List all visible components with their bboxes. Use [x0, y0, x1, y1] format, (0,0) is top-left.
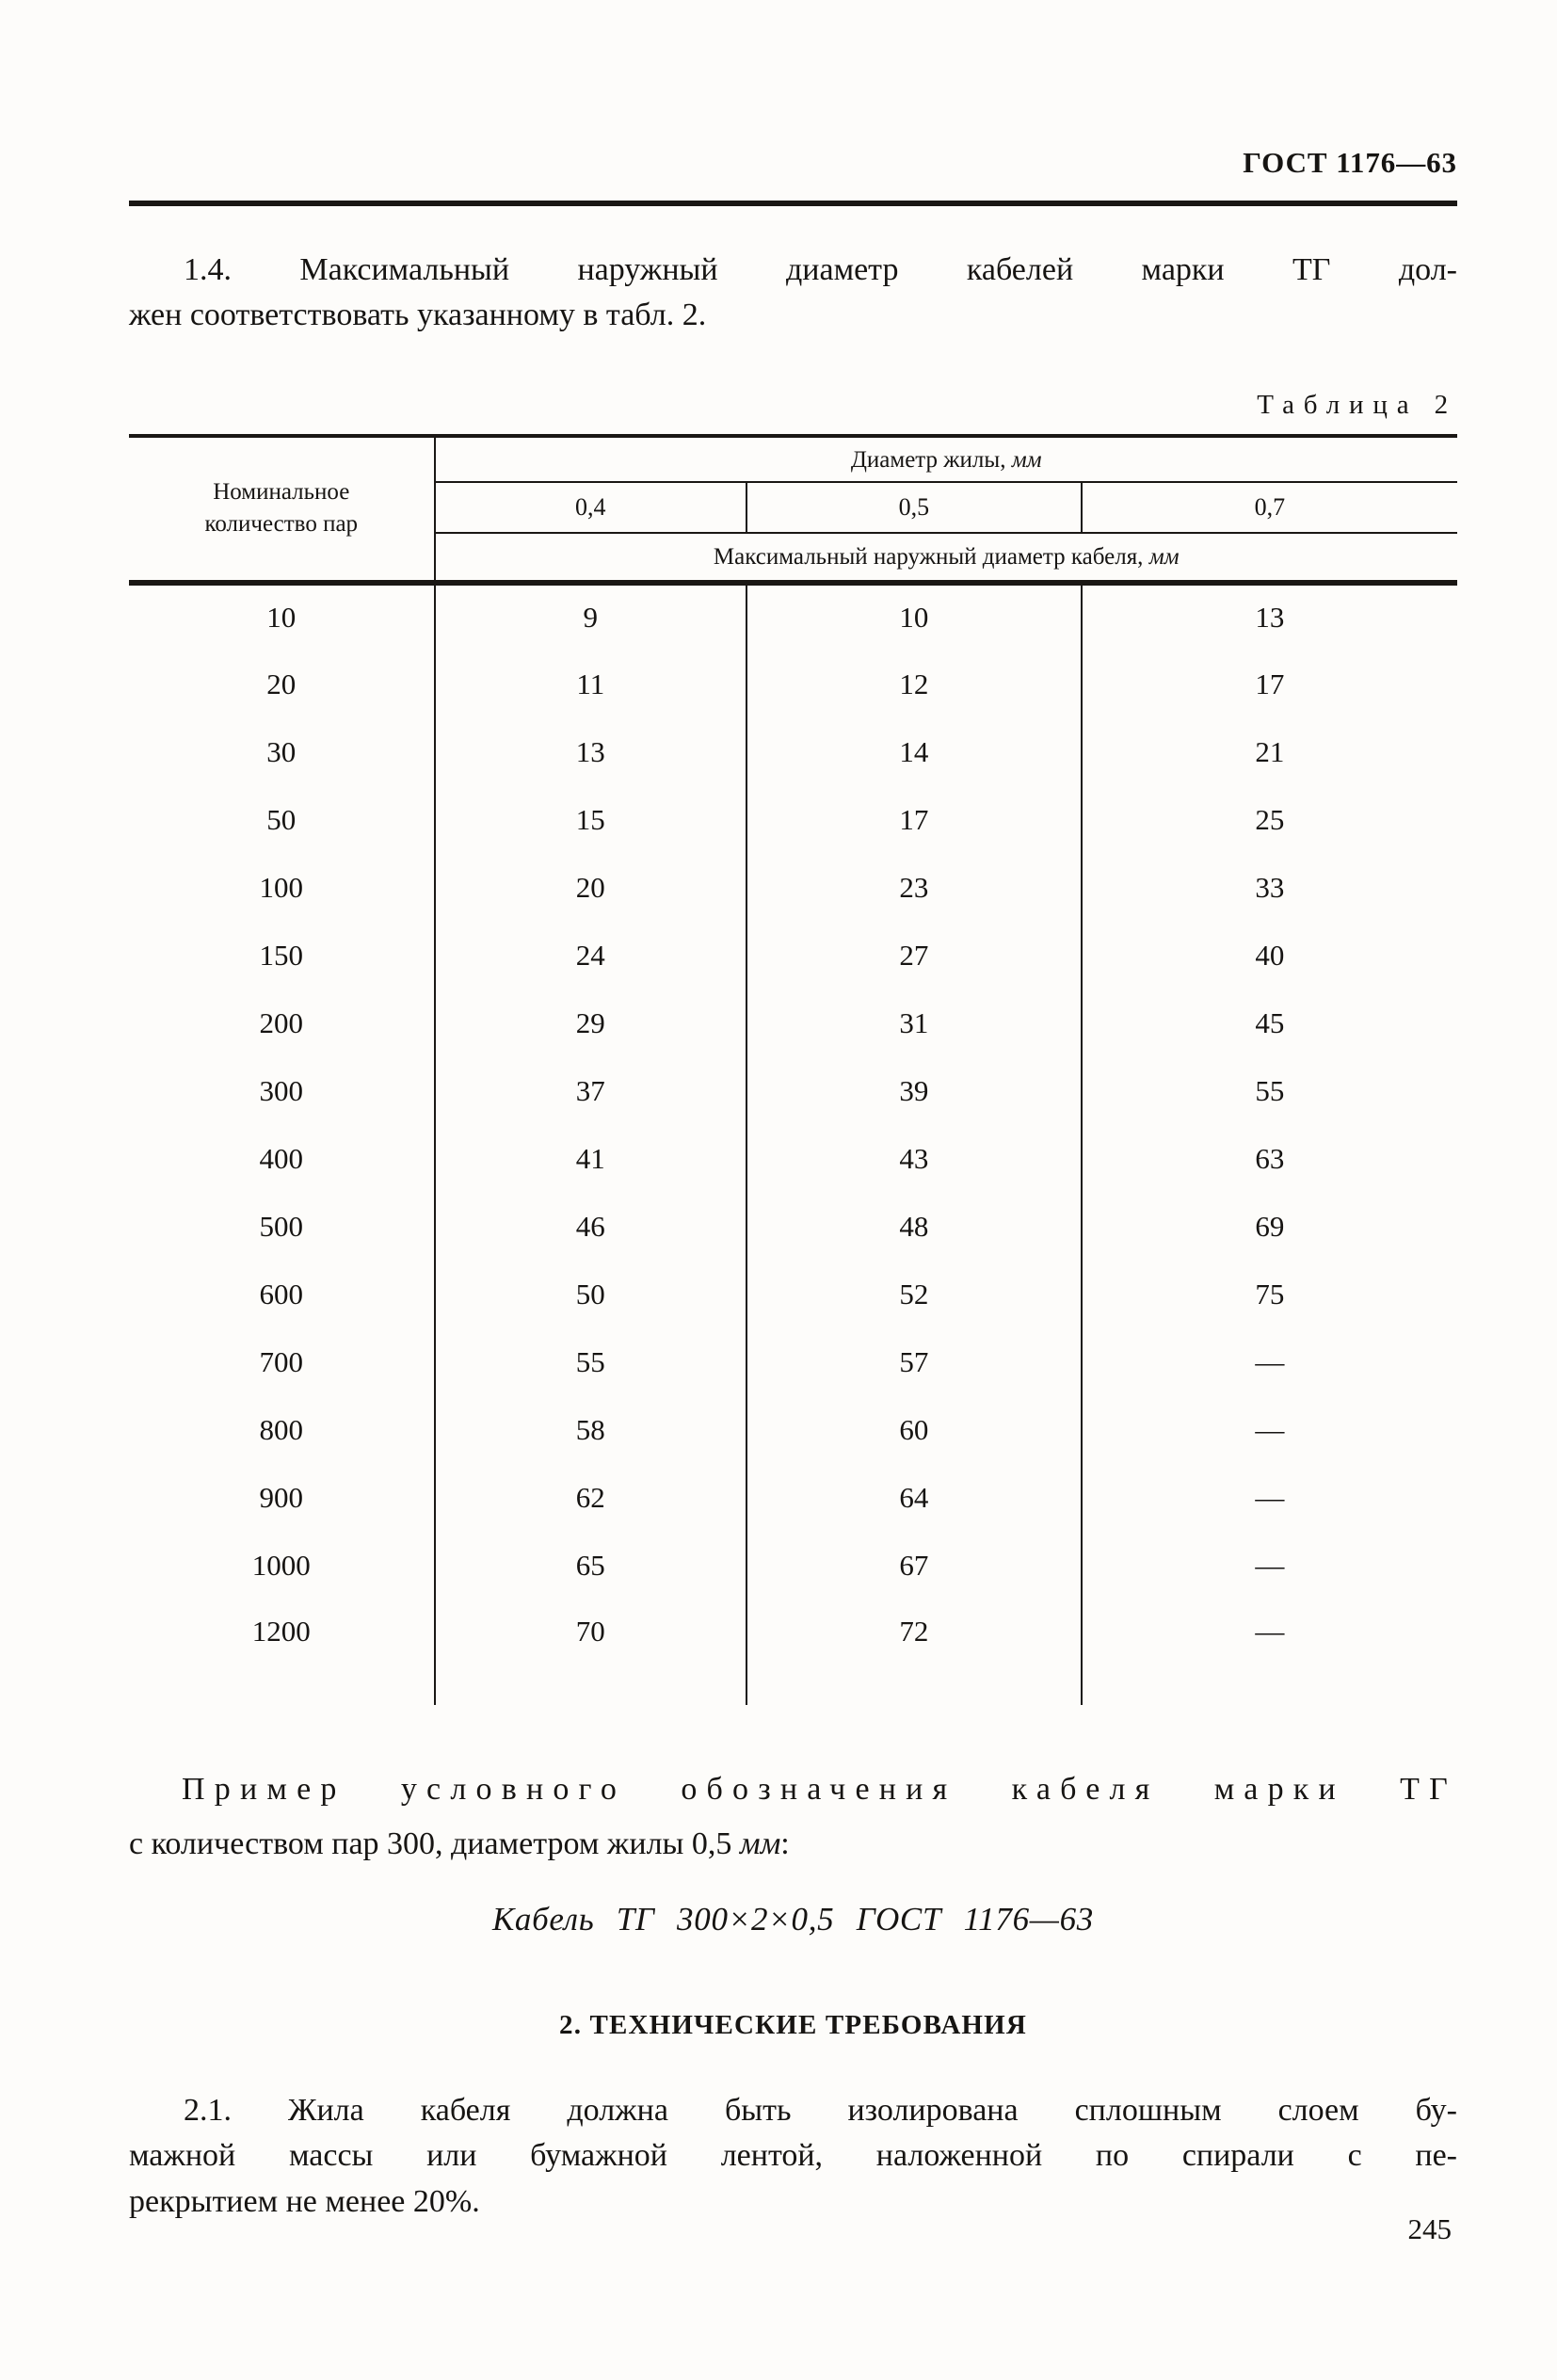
diameter-value-cell: 45 — [1255, 1005, 1285, 1039]
subheader-0-5: 0,5 — [746, 482, 1082, 533]
diameter-value-cell: 14 — [746, 718, 1082, 786]
pairs-count-cell: 30 — [129, 718, 435, 786]
table-row — [129, 854, 1457, 922]
max-outer-diameter-header — [435, 533, 1457, 583]
table-row — [129, 1057, 1457, 1125]
paragraph-2-1-line-2: мажной массы или бумажной лентой, наложенной по спирали с пе- — [129, 2138, 1457, 2174]
table-row — [129, 1261, 1457, 1328]
diameter-value-cell: 12 — [746, 651, 1082, 718]
paragraph-1-4-line-1: 1.4. Максимальный наружный диаметр кабелей марки ТГ дол- — [184, 252, 1457, 287]
diameter-value-cell: 15 — [435, 786, 747, 854]
diameter-value-cell: 11 — [435, 651, 747, 718]
diameter-value-cell: 25 — [1255, 802, 1285, 836]
subheader-0-7: 0,7 — [1082, 482, 1457, 533]
example-line-2 — [129, 1822, 1457, 1867]
pairs-count-cell: 10 — [129, 583, 435, 651]
diameter-value-cell: — — [1255, 1344, 1285, 1378]
paragraph-2-1-line-1: 2.1. Жила кабеля должна быть изолирована сплошным слоем бу- — [184, 2093, 1457, 2129]
pairs-count-cell: 1000 — [129, 1532, 435, 1600]
page-number: 245 — [1407, 2212, 1452, 2245]
diameter-value-cell: 65 — [435, 1532, 747, 1600]
diameter-value-cell: 40 — [1255, 938, 1285, 972]
paragraph-2-1 — [129, 2088, 1457, 2225]
diameter-value-cell: 57 — [746, 1328, 1082, 1396]
section-2-heading: 2. ТЕХНИЧЕСКИЕ ТРЕБОВАНИЯ — [559, 2010, 1027, 2041]
pairs-count-cell: 50 — [129, 786, 435, 854]
cable-designation: Кабель ТГ 300×2×0,5 ГОСТ 1176—63 — [491, 1901, 1094, 1938]
diameter-value-cell: 52 — [746, 1261, 1082, 1328]
cable-diameter-table — [129, 434, 1457, 1705]
pairs-count-cell: 150 — [129, 922, 435, 989]
wire-diameter-unit-label: мм — [1011, 446, 1042, 473]
diameter-value-cell: 33 — [1255, 870, 1285, 904]
diameter-value-cell: 63 — [1255, 1141, 1285, 1175]
table-body — [129, 583, 1457, 1705]
max-outer-diameter-unit-label: мм — [1148, 543, 1180, 570]
diameter-value-cell: 17 — [746, 786, 1082, 854]
wire-diameter-group-header-text: Диаметр жилы, — [850, 446, 1006, 473]
pairs-count-cell: 300 — [129, 1057, 435, 1125]
diameter-value-cell: 58 — [435, 1396, 747, 1464]
pairs-count-cell: 900 — [129, 1464, 435, 1532]
pairs-count-cell: 20 — [129, 651, 435, 718]
diameter-value-cell: 75 — [1255, 1277, 1285, 1311]
diameter-value-cell: 48 — [746, 1193, 1082, 1261]
example-line-2-unit: мм — [739, 1825, 781, 1861]
diameter-value-cell: 23 — [746, 854, 1082, 922]
designation-example — [129, 1767, 1457, 1939]
diameter-value-cell: 62 — [435, 1464, 747, 1532]
diameter-value-cell: 55 — [435, 1328, 747, 1396]
example-line-2-text: с количеством пар 300, диаметром жилы 0,5 — [129, 1825, 732, 1861]
pairs-count-cell: 400 — [129, 1125, 435, 1193]
diameter-value-cell: 39 — [746, 1057, 1082, 1125]
diameter-value-cell: 10 — [746, 583, 1082, 651]
diameter-value-cell: 27 — [746, 922, 1082, 989]
diameter-value-cell: 20 — [435, 854, 747, 922]
example-line-1: Пример условного обозначения кабеля марки ТГ — [182, 1771, 1457, 1807]
diameter-value-cell: 50 — [435, 1261, 747, 1328]
diameter-value-cell: — — [1255, 1548, 1285, 1582]
diameter-value-cell: 17 — [1255, 667, 1285, 700]
diameter-value-cell: 21 — [1255, 734, 1285, 768]
standard-ref: ГОСТ 1176—63 — [1243, 146, 1457, 179]
diameter-value-cell: 13 — [435, 718, 747, 786]
diameter-value-cell: 43 — [746, 1125, 1082, 1193]
paragraph-2-1-line-3: рекрытием не менее 20%. — [129, 2183, 480, 2219]
table-row — [129, 1464, 1457, 1532]
diameter-value-cell: 64 — [746, 1464, 1082, 1532]
subheader-0-4: 0,4 — [435, 482, 747, 533]
table-head — [129, 436, 1457, 583]
table-row — [129, 1532, 1457, 1600]
diameter-value-cell: 70 — [435, 1600, 747, 1705]
table-row — [129, 1600, 1457, 1705]
diameter-value-cell: 69 — [1255, 1209, 1285, 1243]
diameter-value-cell: 41 — [435, 1125, 747, 1193]
table-row — [129, 1328, 1457, 1396]
table-row — [129, 989, 1457, 1057]
max-outer-diameter-header-text: Максимальный наружный диаметр кабеля, — [713, 543, 1144, 570]
paragraph-1-4 — [129, 248, 1457, 339]
table-row — [129, 1396, 1457, 1464]
pairs-count-cell: 500 — [129, 1193, 435, 1261]
paragraph-1-4-line-2: жен соответствовать указанному в табл. 2. — [129, 298, 707, 333]
diameter-value-cell: — — [1255, 1614, 1285, 1648]
table-row — [129, 1193, 1457, 1261]
diameter-value-cell: 72 — [746, 1600, 1082, 1705]
diameter-value-cell: — — [1255, 1412, 1285, 1446]
wire-diameter-group-header — [435, 436, 1457, 482]
diameter-value-cell: 31 — [746, 989, 1082, 1057]
diameter-value-cell: 24 — [435, 922, 747, 989]
diameter-value-cell: 55 — [1255, 1073, 1285, 1107]
diameter-value-cell: 60 — [746, 1396, 1082, 1464]
table-row — [129, 583, 1457, 651]
diameter-value-cell: 13 — [1255, 601, 1285, 635]
table-row — [129, 651, 1457, 718]
header-rule — [129, 201, 1457, 206]
table-row — [129, 786, 1457, 854]
table-row — [129, 718, 1457, 786]
diameter-value-cell: 9 — [435, 583, 747, 651]
table-caption: Таблица 2 — [1257, 389, 1457, 420]
pairs-count-cell: 100 — [129, 854, 435, 922]
table-row — [129, 922, 1457, 989]
pairs-count-cell: 600 — [129, 1261, 435, 1328]
diameter-value-cell: 46 — [435, 1193, 747, 1261]
diameter-value-cell: 67 — [746, 1532, 1082, 1600]
diameter-value-cell: 37 — [435, 1057, 747, 1125]
table-row — [129, 1125, 1457, 1193]
example-line-2-colon: : — [780, 1825, 790, 1861]
pairs-count-cell: 200 — [129, 989, 435, 1057]
pairs-count-cell: 700 — [129, 1328, 435, 1396]
diameter-value-cell: — — [1255, 1480, 1285, 1514]
diameter-value-cell: 29 — [435, 989, 747, 1057]
table-head-row-group — [129, 436, 1457, 482]
pairs-count-cell: 1200 — [129, 1600, 435, 1705]
pairs-count-header: Номинальное количество пар — [129, 436, 435, 583]
pairs-count-cell: 800 — [129, 1396, 435, 1464]
